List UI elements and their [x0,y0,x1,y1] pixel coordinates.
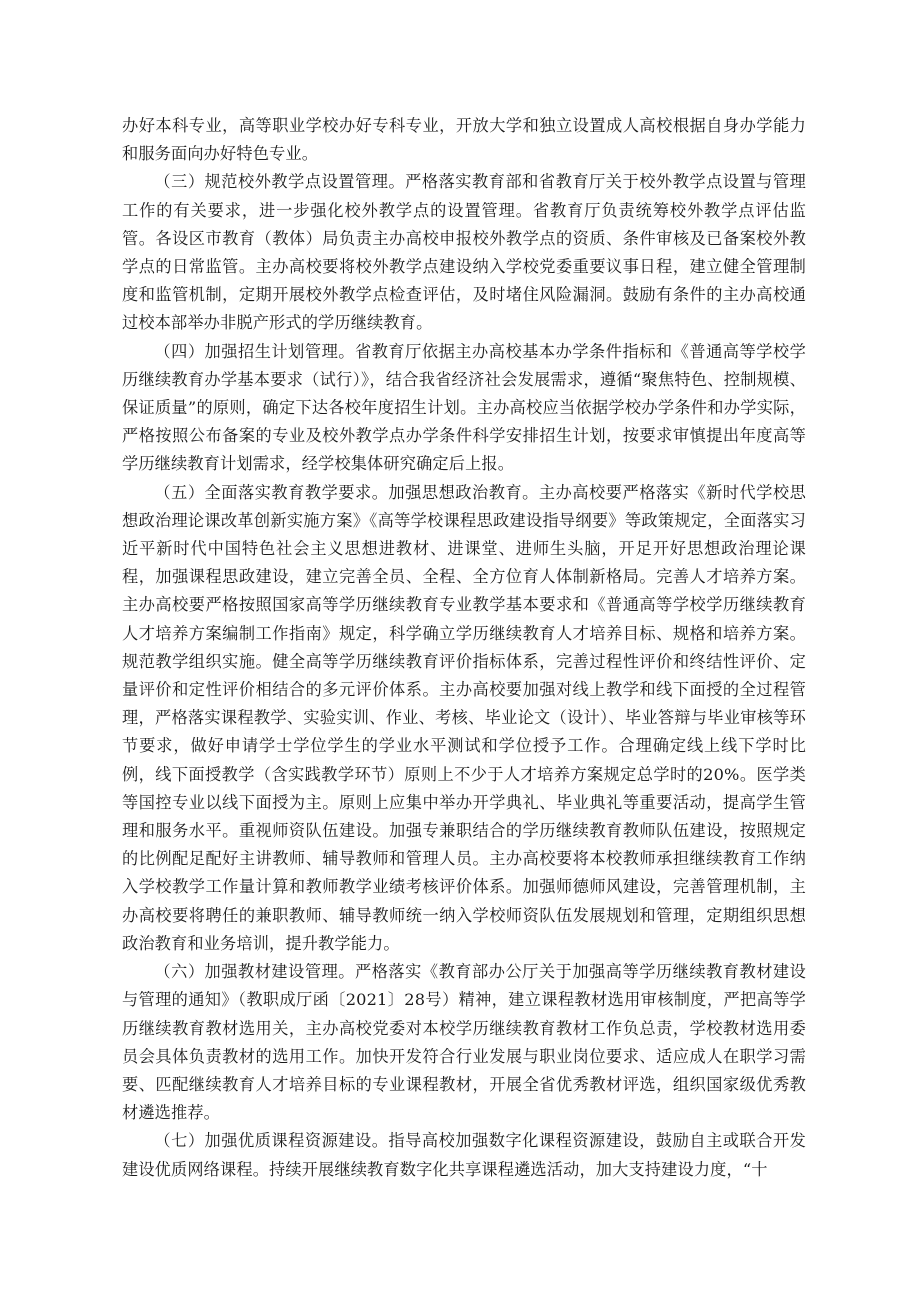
paragraph-section-3: （三）规范校外教学点设置管理。严格落实教育部和省教育厅关于校外教学点设置与管理工作的有关要求，进一步强化校外教学点的设置管理。省教育厅负责统筹校外教学点评估监管。各设区市教育（教体）局负责主办高校申报校外教学点的资质、条件审核及已备案校外教学点的日常监管。主办高校要将校外教学点建设纳入学校党委重要议事日程，建立健全管理制度和监管机制，定期开展校外教学点检查评估，及时堵住风险漏洞。鼓励有条件的主办高校通过校本部举办非脱产形式的学历继续教育。 [122,172,806,333]
paragraph-section-4: （四）加强招生计划管理。省教育厅依据主办高校基本办学条件指标和《普通高等学校学历继续教育办学基本要求（试行）》，结合我省经济社会发展需求，遵循“聚焦特色、控制规模、保证质量”的原则，确定下达各校年度招生计划。主办高校应当依据学校办学条件和办学实际，严格按照公布备案的专业及校外教学点办学条件科学安排招生计划，按要求审慎提出年度高等学历继续教育计划需求，经学校集体研究确定后上报。 [122,341,806,474]
paragraph-1: 办好本科专业，高等职业学校办好专科专业，开放大学和独立设置成人高校根据自身办学能力和服务面向办好特色专业。 [122,116,806,164]
paragraph-section-5: （五）全面落实教育教学要求。加强思想政治教育。主办高校要严格落实《新时代学校思想政治理论课改革创新实施方案》《高等学校课程思政建设指导纲要》等政策规定，全面落实习近平新时代中国特色社会主义思想进教材、进课堂、进师生头脑，开足开好思想政治理论课程，加强课程思政建设，建立完善全员、全程、全方位育人体制新格局。完善人才培养方案。主办高校要严格按照国家高等学历继续教育专业教学基本要求和《普通高等学校学历继续教育人才培养方案编制工作指南》规定，科学确立学历继续教育人才培养目标、规格和培养方案。规范教学组织实施。健全高等学历继续教育评价指标体系，完善过程性评价和终结性评价、定量评价和定性评价相结合的多元评价体系。主办高校要加强对线上教学和线下面授的全过程管理，严格落实课程教学、实验实训、作业、考核、毕业论文（设计）、毕业答辩与毕业审核等环节要求，做好申请学士学位学生的学业水平测试和学位授予工作。合理确定线上线下学时比例，线下面授教学（含实践教学环节）原则上不少于人才培养方案规定总学时的20%。医学类等国控专业以线下面授为主。原则上应集中举办开学典礼、毕业典礼等重要活动，提高学生管理和服务水平。重视师资队伍建设。加强专兼职结合的学历继续教育教师队伍建设，按照规定的比例配足配好主讲教师、辅导教师和管理人员。主办高校要将本校教师承担继续教育工作纳入学校教学工作量计算和教师教学业绩考核评价体系。加强师德师风建设，完善管理机制，主办高校要将聘任的兼职教师、辅导教师统一纳入学校师资队伍发展规划和管理，定期组织思想政治教育和业务培训，提升教学能力。 [122,482,806,953]
document-body [122,112,806,1184]
paragraph-section-7: （七）加强优质课程资源建设。指导高校加强数字化课程资源建设，鼓励自主或联合开发建设优质网络课程。持续开展继续教育数字化共享课程遴选活动，加大支持建设力度，“十 [122,1131,806,1179]
paragraph-section-6: （六）加强教材建设管理。严格落实《教育部办公厅关于加强高等学历继续教育教材建设与管理的通知》（教职成厅函〔2021〕28号）精神，建立课程教材选用审核制度，严把高等学历继续教育教材选用关，主办高校党委对本校学历继续教育教材工作负总责，学校教材选用委员会具体负责教材的选用工作。加快开发符合行业发展与职业岗位要求、适应成人在职学习需要、匹配继续教育人才培养目标的专业课程教材，开展全省优秀教材评选，组织国家级优秀教材遴选推荐。 [122,962,806,1123]
